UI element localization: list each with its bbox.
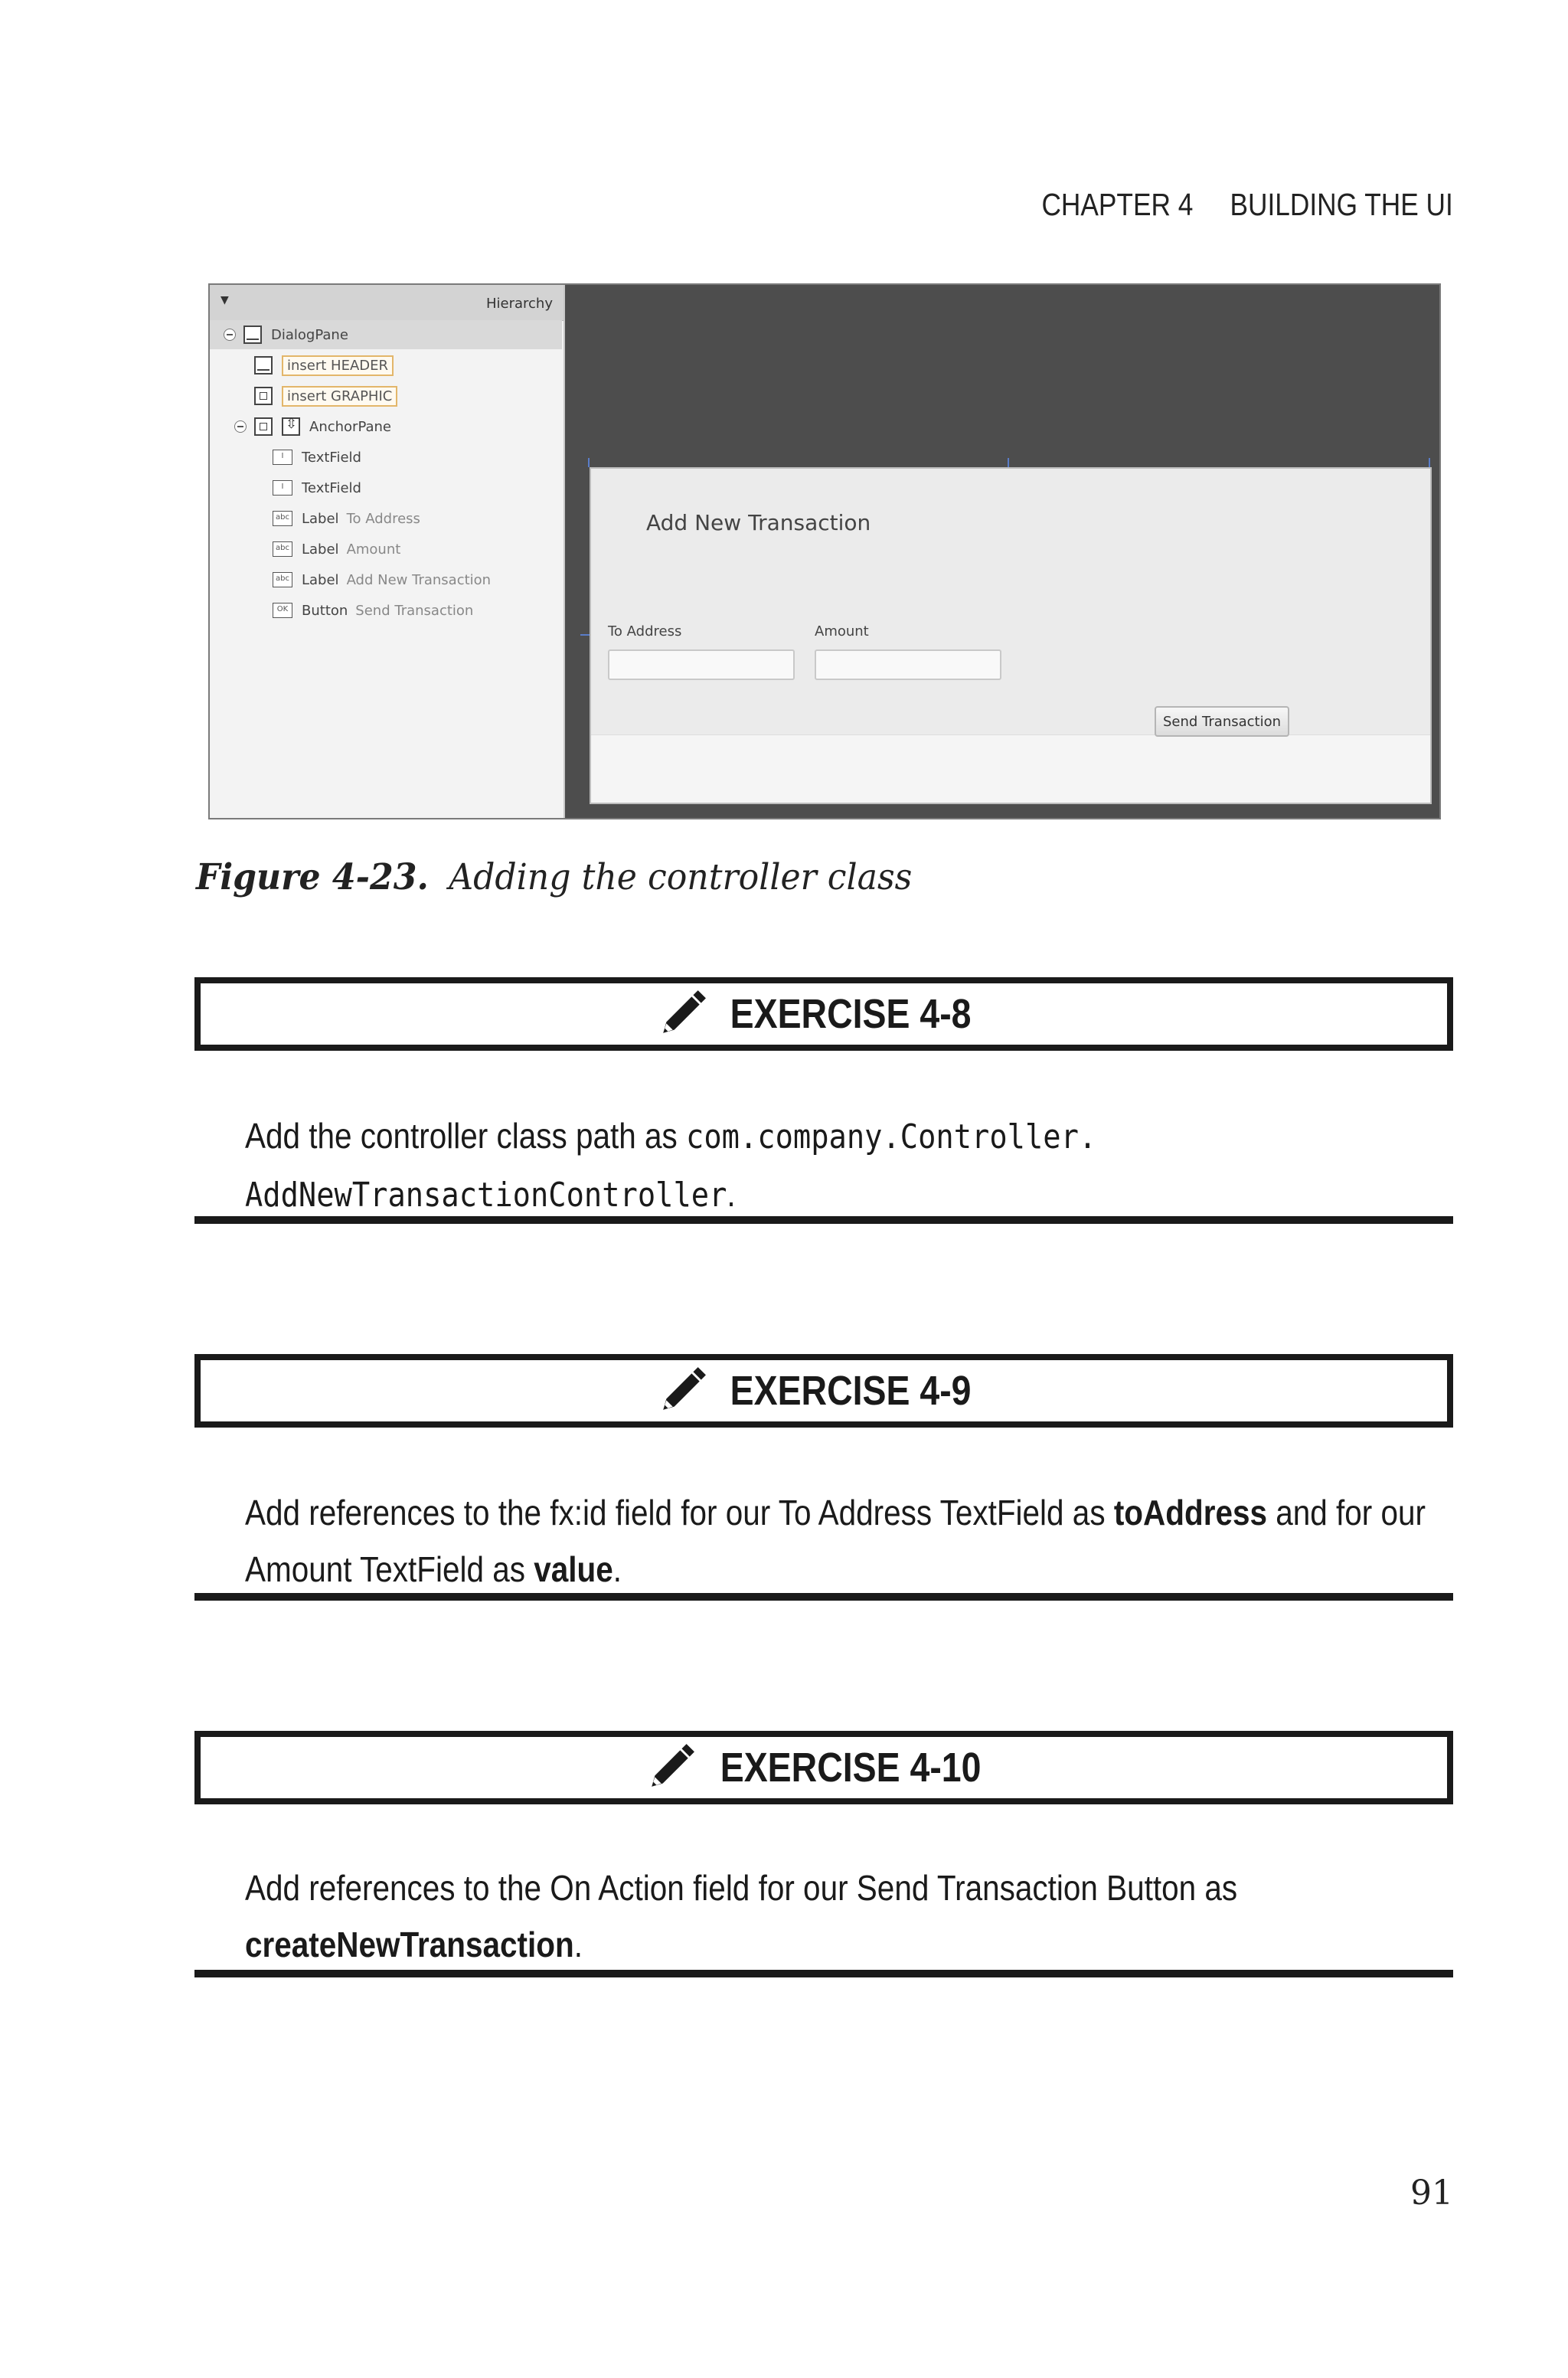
tree-node-label: TextField [302, 449, 361, 466]
body-text: Add references to the On Action field for our Send Transaction Button as [245, 1868, 1238, 1908]
exercise-rule [194, 1970, 1453, 1977]
chapter-label: CHAPTER 4 [1041, 187, 1194, 222]
body-text: . [612, 1549, 622, 1589]
tree-node-insert-graphic[interactable] [254, 381, 397, 411]
hierarchy-title: Hierarchy [485, 296, 553, 312]
page-number: 91 [1410, 2174, 1453, 2213]
exercise-body [245, 1860, 1444, 1973]
tree-node-dialogpane[interactable] [210, 320, 562, 349]
send-transaction-button[interactable]: Send Transaction [1155, 706, 1289, 737]
tree-node-sublabel: Amount [346, 541, 401, 558]
collapse-icon[interactable] [234, 420, 247, 433]
anchor-guide [580, 634, 590, 636]
collapse-icon[interactable] [224, 329, 236, 341]
exercise-title: EXERCISE 4-8 [730, 991, 972, 1037]
content-slot-icon [254, 417, 273, 436]
dialog-title: Add New Transaction [646, 510, 871, 535]
tree-node-sublabel: Add New Transaction [346, 571, 492, 588]
tree-node-textfield-2[interactable] [273, 473, 361, 502]
code-text: AddNewTransactionController [245, 1176, 727, 1215]
tree-node-label-to-address[interactable] [273, 504, 420, 533]
hierarchy-panel [210, 285, 565, 818]
pencil-icon [657, 989, 707, 1039]
anchor-guide [1429, 458, 1430, 467]
bold-text: toAddress [1113, 1493, 1268, 1532]
textfield-icon: I [273, 480, 292, 496]
label-icon: abc [273, 511, 292, 526]
tree-node-label: AnchorPane [309, 418, 391, 435]
tree-node-anchorpane[interactable] [234, 412, 391, 441]
tree-node-label-add-new-transaction[interactable] [273, 565, 491, 594]
tree-node-button-send[interactable] [273, 596, 473, 625]
to-address-label: To Address [608, 623, 682, 639]
tree-node-sublabel: To Address [346, 510, 420, 527]
tree-node-label-amount[interactable] [273, 535, 400, 564]
body-text: . [573, 1925, 583, 1964]
amount-field[interactable] [815, 649, 1001, 680]
exercise-title: EXERCISE 4-9 [730, 1368, 972, 1414]
bold-text: value [534, 1549, 613, 1589]
tree-node-label: DialogPane [271, 326, 348, 343]
exercise-rule [194, 1593, 1453, 1601]
textfield-icon: I [273, 450, 292, 465]
body-text: Add the controller class path as [245, 1116, 687, 1156]
tree-node-label: Label [302, 571, 339, 588]
exercise-rule [194, 1216, 1453, 1224]
tree-node-sublabel: Send Transaction [355, 602, 474, 619]
dialog-preview [590, 467, 1432, 804]
exercise-header [194, 1731, 1453, 1804]
pencil-icon [645, 1742, 696, 1793]
label-icon: abc [273, 541, 292, 557]
amount-label: Amount [815, 623, 869, 639]
dialogpane-icon [243, 325, 262, 344]
dialog-footer [591, 734, 1430, 803]
body-text: and for our Amount TextField as [245, 1493, 1426, 1589]
tree-node-label: Label [302, 541, 339, 558]
exercise-body [245, 1107, 1444, 1224]
exercise-title: EXERCISE 4-10 [720, 1745, 982, 1791]
code-text: com.company.Controller. [686, 1117, 1097, 1156]
figure-number: Figure 4-23. [196, 856, 429, 898]
anchor-guide [588, 458, 590, 467]
graphic-slot-icon [254, 387, 273, 405]
tree-node-label: Label [302, 510, 339, 527]
tree-node-label: insert GRAPHIC [282, 386, 397, 407]
bold-text: createNewTransaction [245, 1925, 574, 1964]
pencil-icon [657, 1366, 707, 1416]
exercise-header [194, 1354, 1453, 1428]
tree-node-insert-header[interactable] [254, 351, 394, 380]
figure-caption [196, 856, 912, 898]
design-canvas [565, 285, 1439, 818]
figure-screenshot [208, 283, 1441, 819]
chapter-title: BUILDING THE UI [1230, 187, 1453, 222]
running-head [1042, 187, 1453, 223]
tree-node-textfield-1[interactable] [273, 443, 361, 472]
anchorpane-icon [282, 417, 300, 436]
button-icon: OK [273, 603, 292, 618]
hierarchy-header [210, 285, 564, 321]
body-text: Add references to the fx:id field for our To Address TextField as [245, 1493, 1114, 1532]
exercise-body [245, 1484, 1444, 1598]
tree-node-label: TextField [302, 479, 361, 496]
figure-title: Adding the controller class [449, 856, 913, 898]
collapse-triangle-icon[interactable]: ▼ [220, 294, 229, 306]
to-address-field[interactable] [608, 649, 795, 680]
label-icon: abc [273, 572, 292, 587]
anchor-guide [1008, 458, 1009, 467]
exercise-header [194, 977, 1453, 1051]
tree-node-label: insert HEADER [282, 355, 394, 376]
header-slot-icon [254, 356, 273, 375]
body-text: . [727, 1174, 736, 1214]
tree-node-label: Button [302, 602, 348, 619]
